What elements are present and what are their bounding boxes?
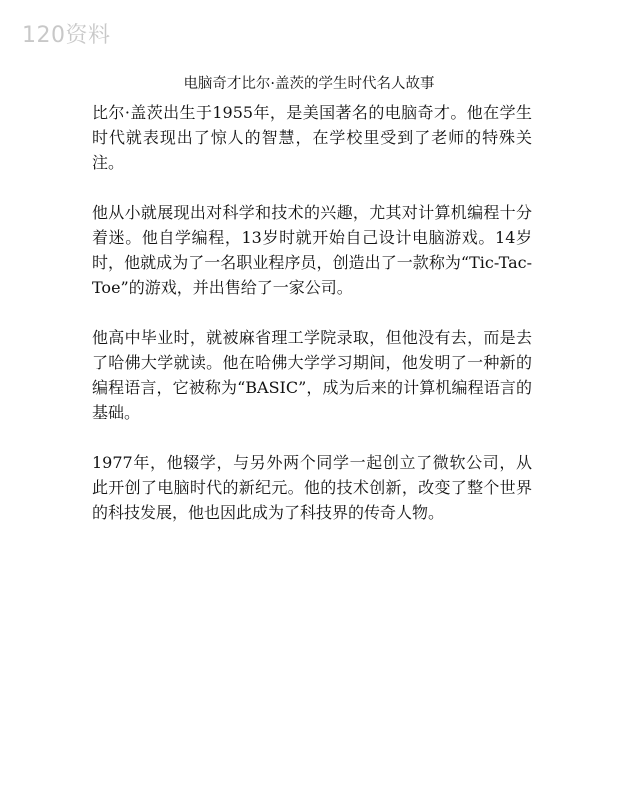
- paragraph-2: 他从小就展现出对科学和技术的兴趣，尤其对计算机编程十分着迷。他自学编程，13岁时就开始自己设计电脑游戏。14岁时，他就成为了一名职业程序员，创造出了一款称为“Tic-Tac-Toe”的游戏，并出售给了一家公司。: [92, 203, 532, 297]
- paragraph-3: 他高中毕业时，就被麻省理工学院录取，但他没有去，而是去了哈佛大学就读。他在哈佛大学学习期间，他发明了一种新的编程语言，它被称为“BASIC”，成为后来的计算机编程语言的基础。: [92, 328, 532, 422]
- document-body: [92, 100, 532, 550]
- paragraph-1: 比尔·盖茨出生于1955年，是美国著名的电脑奇才。他在学生时代就表现出了惊人的智慧，在学校里受到了老师的特殊关注。: [92, 103, 532, 172]
- watermark: 120资料: [22, 23, 111, 48]
- document-title: 电脑奇才比尔·盖茨的学生时代名人故事: [183, 76, 435, 92]
- paragraph-4: 1977年，他辍学，与另外两个同学一起创立了微软公司，从此开创了电脑时代的新纪元。他的技术创新，改变了整个世界的科技发展，他也因此成为了科技界的传奇人物。: [92, 453, 532, 522]
